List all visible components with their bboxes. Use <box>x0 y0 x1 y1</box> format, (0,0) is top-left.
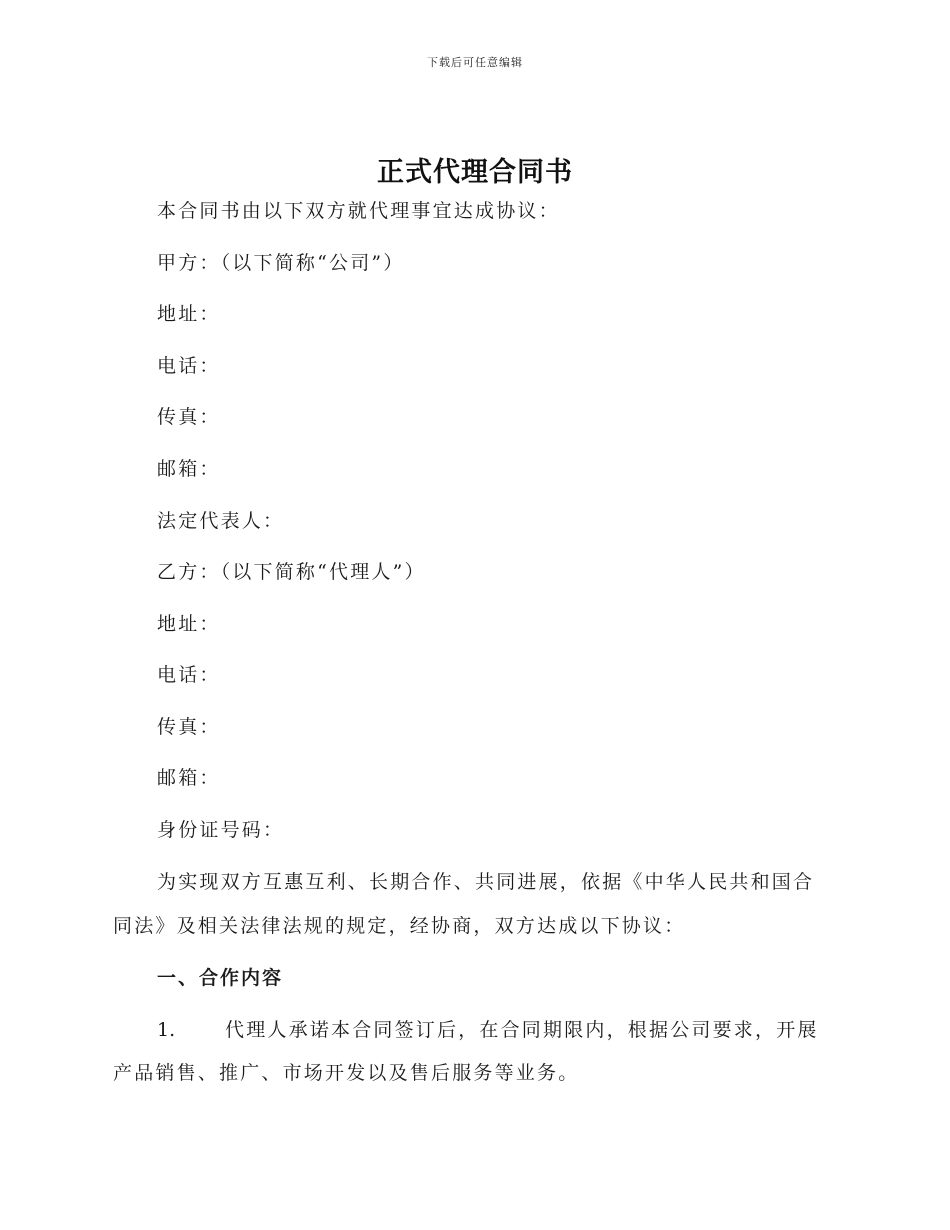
preamble-line-1: 为实现双方互惠互利、长期合作、共同进展，依据《中华人民共和国合 <box>157 871 815 893</box>
party-a-label: 甲方：（以下简称“公司”） <box>157 252 405 274</box>
intro-paragraph: 本合同书由以下双方就代理事宜达成协议： <box>157 200 560 222</box>
party-a-legal-rep: 法定代表人： <box>157 510 285 532</box>
party-b-id-number: 身份证号码： <box>157 819 285 841</box>
party-b-email: 邮箱： <box>157 767 221 789</box>
party-a-fax: 传真： <box>157 406 221 428</box>
page-header-note: 下载后可任意编辑 <box>427 56 523 69</box>
party-b-phone: 电话： <box>157 664 221 686</box>
party-a-phone: 电话： <box>157 355 221 377</box>
document-title: 正式代理合同书 <box>377 157 573 188</box>
section-heading-cooperation: 一、合作内容 <box>157 967 284 989</box>
clause-1-text: 代理人承诺本合同签订后，在合同期限内，根据公司要求，开展 <box>225 1019 819 1041</box>
party-b-fax: 传真： <box>157 716 221 738</box>
party-b-label: 乙方：（以下简称“代理人”） <box>157 561 426 583</box>
clause-1-line-1 <box>157 1017 819 1043</box>
clause-1-line-2: 产品销售、推广、市场开发以及售后服务等业务。 <box>113 1062 580 1084</box>
party-a-address: 地址： <box>157 303 221 325</box>
preamble-line-2: 同法》及相关法律法规的规定，经协商，双方达成以下协议： <box>113 915 686 937</box>
party-b-address: 地址： <box>157 613 221 635</box>
party-a-email: 邮箱： <box>157 458 221 480</box>
clause-number: 1. <box>157 1019 176 1041</box>
